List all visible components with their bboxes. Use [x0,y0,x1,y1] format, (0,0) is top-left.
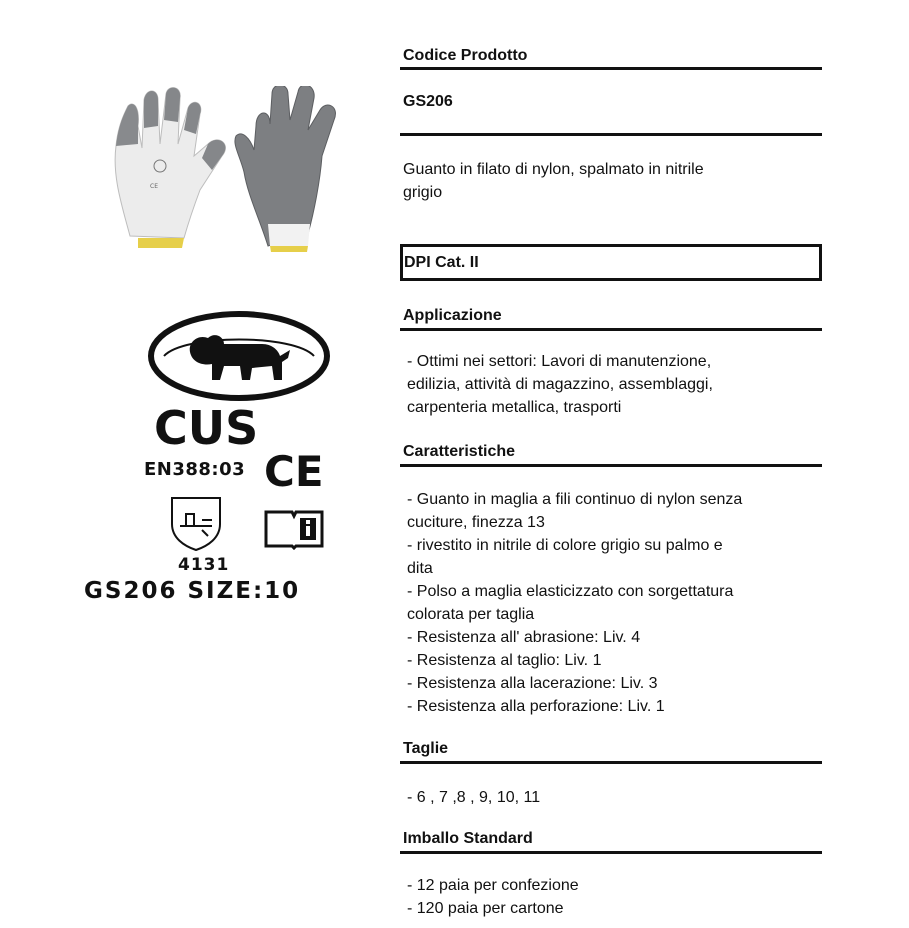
list-item: - rivestito in nitrile di colore grigio su palmo e [407,537,723,554]
features-list [407,488,742,718]
list-item: - Resistenza all' abrasione: Liv. 4 [407,629,641,646]
list-item: - 12 paia per confezione [407,877,579,894]
description-line-1: Guanto in filato di nylon, spalmato in nitrile [403,161,704,178]
sizes-heading: Taglie [403,740,449,757]
description-line-2: grigio [403,184,443,201]
divider [400,851,822,854]
divider [400,328,822,331]
divider [400,67,822,70]
list-item: dita [407,560,433,577]
list-item: colorata per taglia [407,606,535,623]
packaging-list [407,874,579,920]
ce-mark-text: CE [264,448,324,492]
performance-code: 4131 [178,555,230,575]
divider [400,761,822,764]
ce-mark-icon [262,448,326,492]
application-heading: Applicazione [403,307,502,324]
features-heading: Caratteristiche [403,443,516,460]
list-item: - Polso a maglia elasticizzato con sorgettatura [407,583,734,600]
list-item: - Ottimi nei settori: Lavori di manutenzione, [407,353,712,370]
list-item: - Resistenza alla perforazione: Liv. 1 [407,698,665,715]
brand-logo [148,402,338,452]
svg-text:CE: CE [150,183,158,190]
list-item: - 120 paia per cartone [407,900,564,917]
brand-name: CUS [154,402,259,452]
sizes-value: - 6 , 7 ,8 , 9, 10, 11 [407,789,541,806]
gloves-product-photo [108,86,352,256]
application-list [407,350,713,419]
list-item: - Resistenza alla lacerazione: Liv. 3 [407,675,658,692]
packaging-heading: Imballo Standard [403,830,533,847]
list-item: cuciture, finezza 13 [407,514,545,531]
divider [400,133,822,136]
mechanical-risk-shield-icon [168,494,224,552]
list-item: carpenteria metallica, trasporti [407,399,622,416]
divider [400,464,822,467]
dpi-category-box [400,244,822,281]
product-marking-panel [66,308,372,626]
left-glove [115,88,225,248]
lion-logo-icon [144,310,334,402]
list-item: - Resistenza al taglio: Liv. 1 [407,652,602,669]
standard-label: EN388:03 [144,459,246,480]
list-item: edilizia, attività di magazzino, assemblaggi, [407,376,713,393]
product-code-heading: Codice Prodotto [403,47,528,64]
list-item: - Guanto in maglia a fili continuo di nylon senza [407,491,743,508]
model-size-label: GS206 SIZE:10 [84,578,301,604]
product-code-value: GS206 [403,93,453,110]
dpi-category: DPI Cat. II [404,254,479,271]
user-manual-icon [262,506,326,550]
right-glove [235,86,336,252]
